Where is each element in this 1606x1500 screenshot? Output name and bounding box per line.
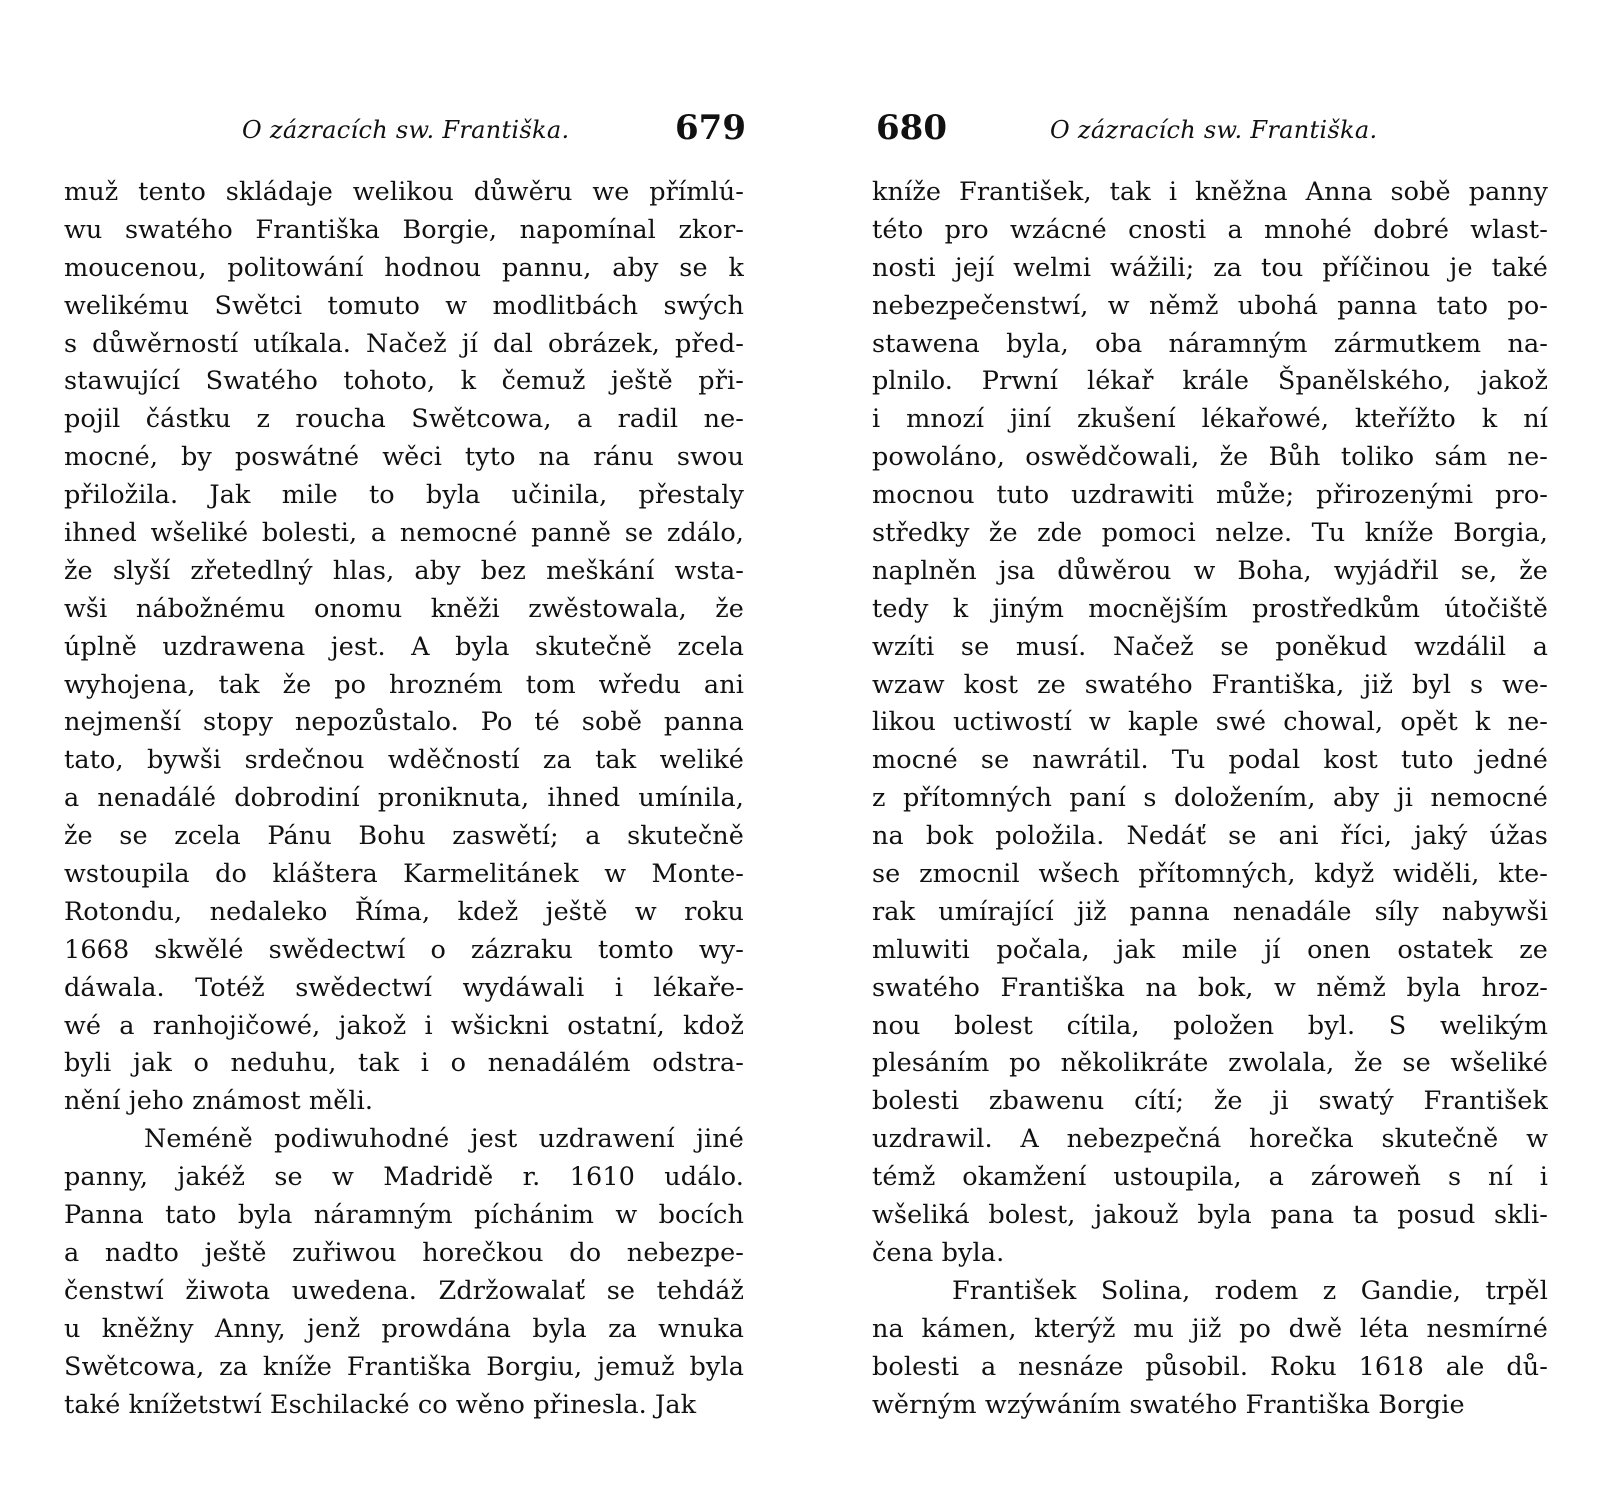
- text-line: z přítomných paní s doložením, aby ji nemocné: [872, 783, 1548, 814]
- text-line: mocnou tuto uzdrawiti může; přirozenými pro-: [872, 480, 1548, 511]
- text-line: středky že zde pomoci nelze. Tu kníže Borgia,: [872, 518, 1548, 549]
- right-page: [872, 104, 1548, 1424]
- text-line: welikému Swětci tomuto w modlitbách swých: [64, 290, 744, 321]
- page-number: 679: [675, 108, 746, 148]
- text-line: stawující Swatého tohoto, k čemuž ještě při-: [64, 366, 744, 397]
- text-line: plnilo. Prwní lékař krále Španělského, jakož: [872, 366, 1548, 397]
- text-line: tato, bywši srdečnou wděčností za tak weliké: [64, 745, 744, 776]
- text-line: 1668 skwělé swědectwí o zázraku tomto wy-: [64, 934, 744, 965]
- running-title: O zázracích sw. Františka.: [1050, 116, 1378, 144]
- text-line: František Solina, rodem z Gandie, trpěl: [952, 1275, 1548, 1306]
- text-line: kníže František, tak i kněžna Anna sobě panny: [872, 177, 1548, 207]
- right-page-header: [872, 104, 1548, 160]
- text-line: nejmenší stopy nepozůstalo. Po té sobě panna: [64, 707, 744, 738]
- left-page-text: [64, 174, 744, 1424]
- text-line: také knížetstwí Eschilacké co wěno přinesla. Jak: [64, 1389, 697, 1420]
- text-line: Panna tato byla náramným píchánim w bocích: [64, 1200, 744, 1231]
- text-line: muž tento skládaje welikou důwěru we přímlú-: [64, 177, 744, 207]
- text-line: Neméně podiwuhodné jest uzdrawení jiné: [144, 1124, 744, 1155]
- text-line: na bok položila. Nedáť se ani říci, jaký úžas: [872, 821, 1548, 852]
- text-line: bolesti a nesnáze působil. Roku 1618 ale dů-: [872, 1351, 1548, 1382]
- text-line: a nadto ještě zuřiwou horečkou do nebezpe-: [64, 1237, 744, 1268]
- text-line: swatého Františka na bok, w němž byla hroz-: [872, 972, 1548, 1003]
- text-line: wyhojena, tak že po hrozném tom wředu ani: [64, 669, 744, 700]
- text-line: wši nábožnému onomu kněži zwěstowala, že: [64, 593, 744, 624]
- text-line: nebezpečenstwí, w němž ubohá panna tato po-: [872, 290, 1548, 321]
- text-line: bolesti zbawenu cítí; že ji swatý František: [872, 1086, 1548, 1117]
- text-line: přiložila. Jak mile to byla učinila, přestaly: [64, 480, 744, 511]
- text-line: mocné se nawrátil. Tu podal kost tuto jedné: [872, 745, 1548, 776]
- text-line: rak umírající již panna nenadále síly nabywši: [872, 896, 1548, 927]
- text-line: likou uctiwostí w kaple swé chowal, opět k ne-: [872, 707, 1548, 738]
- text-line: mluwiti počala, jak mile jí onen ostatek ze: [872, 934, 1548, 965]
- left-page: [64, 104, 744, 1424]
- text-line: panny, jakéž se w Madridě r. 1610 událo.: [64, 1162, 744, 1193]
- text-line: Rotondu, nedaleko Říma, kdež ještě w roku: [64, 896, 744, 927]
- text-line: plesáním po několikráte zwolala, že se wšeliké: [872, 1048, 1548, 1079]
- text-line: nění jeho známost měli.: [64, 1086, 374, 1117]
- text-line: čenstwí žiwota uwedena. Zdržowalať se tehdáž: [64, 1275, 744, 1306]
- text-line: na kámen, kterýž mu již po dwě léta nesmírné: [872, 1313, 1548, 1344]
- text-line: úplně uzdrawena jest. A byla skutečně zcela: [64, 631, 744, 662]
- text-line: s důwěrností utíkala. Načež jí dal obrázek, před-: [64, 328, 744, 359]
- text-line: nosti její welmi wážili; za tou příčinou je také: [872, 252, 1548, 283]
- text-line: byli jak o neduhu, tak i o nenadálém odstra-: [64, 1048, 744, 1079]
- text-line: stawena byla, oba náramným zármutkem na-: [872, 328, 1548, 359]
- text-line: témž okamžení ustoupila, a zároweň s ní i: [872, 1162, 1548, 1193]
- text-line: uzdrawil. A nebezpečná horečka skutečně w: [872, 1124, 1548, 1155]
- text-line: že slyší zřetedlný hlas, aby bez meškání wsta-: [64, 555, 744, 586]
- text-line: ihned wšeliké bolesti, a nemocné panně se zdálo,: [64, 518, 744, 549]
- text-line: wzaw kost ze swatého Františka, již byl s we-: [872, 669, 1548, 700]
- text-line: i mnozí jiní zkušení lékařowé, kteřížto k ní: [872, 404, 1548, 435]
- right-page-text: [872, 174, 1548, 1424]
- text-line: čena byla.: [872, 1237, 1005, 1268]
- text-line: powoláno, oswědčowali, že Bůh toliko sám ne-: [872, 442, 1548, 473]
- text-line: wé a ranhojičowé, jakož i wšickni ostatní, kdož: [64, 1010, 744, 1041]
- text-line: naplněn jsa důwěrou w Boha, wyjádřil se, že: [872, 555, 1548, 586]
- text-line: mocné, by poswátné wěci tyto na ránu swou: [64, 442, 744, 473]
- text-line: dáwala. Totéž swědectwí wydáwali i lékaře-: [64, 972, 744, 1003]
- text-line: u kněžny Anny, jenž prowdána byla za wnuka: [64, 1313, 744, 1344]
- running-title: O zázracích sw. Františka.: [242, 116, 570, 144]
- page-number: 680: [876, 108, 947, 148]
- text-line: se zmocnil wšech přítomných, když widěli, kte-: [872, 859, 1548, 890]
- text-line: wšeliká bolest, jakouž byla pana ta posud skli-: [872, 1200, 1548, 1231]
- left-page-header: [64, 104, 744, 160]
- text-line: nou bolest cítila, položen byl. S welikým: [872, 1010, 1548, 1041]
- text-line: wzíti se musí. Načež se poněkud wzdálil a: [872, 631, 1548, 662]
- text-line: Swětcowa, za kníže Františka Borgiu, jemuž byla: [64, 1351, 744, 1382]
- text-line: moucenou, politowání hodnou pannu, aby se k: [64, 252, 744, 283]
- text-line: wěrným wzýwáním swatého Františka Borgie: [872, 1389, 1465, 1420]
- text-line: této pro wzácné cnosti a mnohé dobré wlast-: [872, 214, 1548, 245]
- text-line: a nenadálé dobrodiní proniknuta, ihned umínila,: [64, 783, 744, 814]
- text-line: tedy k jiným mocnějším prostředkům útočiště: [872, 593, 1548, 624]
- text-line: wu swatého Františka Borgie, napomínal zkor-: [64, 214, 744, 245]
- text-line: pojil částku z roucha Swětcowa, a radil ne-: [64, 404, 744, 435]
- text-line: wstoupila do kláštera Karmelitánek w Monte-: [64, 859, 744, 890]
- text-line: že se zcela Pánu Bohu zaswětí; a skutečně: [64, 821, 744, 852]
